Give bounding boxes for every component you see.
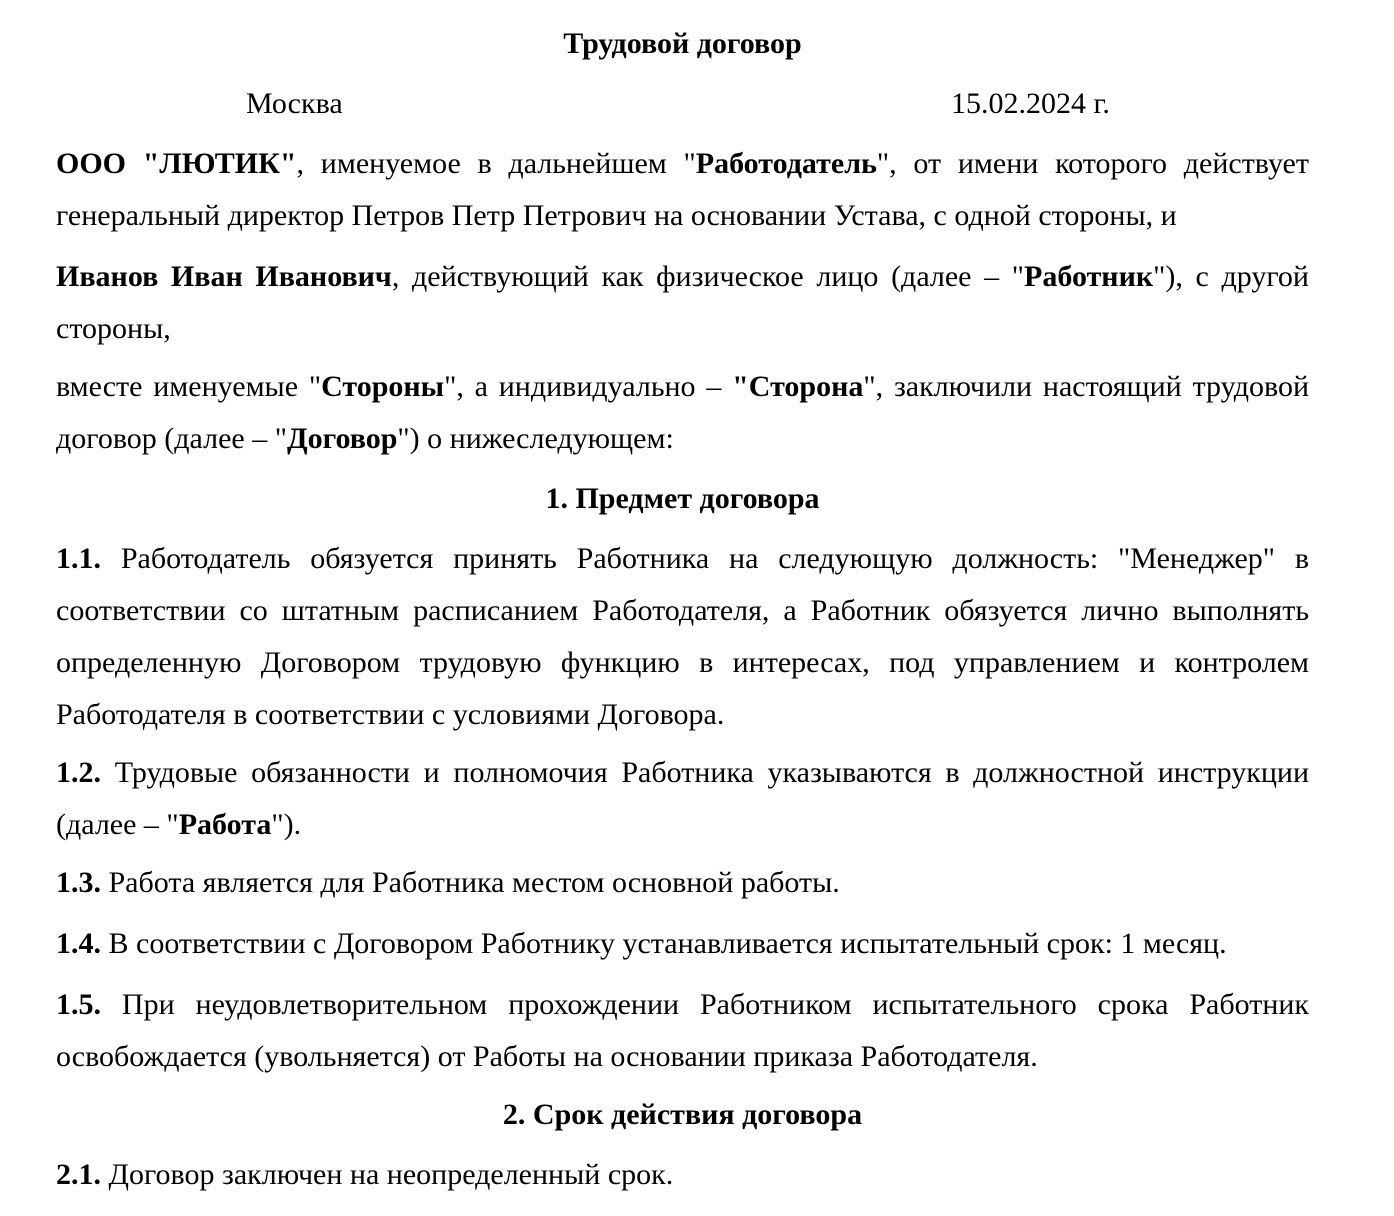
clause-number: 2.1. bbox=[56, 1158, 101, 1191]
clause-text: При неудовлетворительном прохождении Работником испытательного срока Работник освобождается (увольняется) от Работы на основании приказа Работодателя. bbox=[56, 988, 1309, 1073]
document-city: Москва bbox=[246, 87, 343, 120]
clause-text: Договор заключен на неопределенный срок. bbox=[108, 1158, 674, 1191]
clause-1-4 bbox=[56, 918, 1309, 970]
clause-1-5 bbox=[56, 979, 1309, 1083]
intro-employee-paragraph: Иванов Иван Иванович, действующий как физическое лицо (далее – "Работник"), с другой стороны, bbox=[56, 260, 1309, 345]
clause-text: Работа является для Работника местом основной работы. bbox=[108, 866, 840, 899]
clause-text: В соответствии с Договором Работнику устанавливается испытательный срок: 1 месяц. bbox=[108, 927, 1227, 960]
contract-term: Договор bbox=[286, 422, 398, 455]
intro-employer-paragraph: ООО "ЛЮТИК", именуемое в дальнейшем "Работодатель", от имени которого действует генеральный директор Петров Петр Петрович на основании Устава, с одной стороны, и bbox=[56, 147, 1309, 232]
employee-name: Иванов Иван Иванович bbox=[56, 260, 392, 293]
section-heading-term: 2. Срок действия договора bbox=[502, 1098, 863, 1131]
company-name: ООО "ЛЮТИК" bbox=[56, 147, 297, 180]
clause-text: Трудовые обязанности и полномочия Работника указываются в должностной инструкции (далее – " bbox=[56, 756, 1309, 841]
document-date: 15.02.2024 г. bbox=[951, 87, 1110, 120]
employee-term: Работник bbox=[1024, 260, 1154, 293]
employer-term: Работодатель bbox=[695, 147, 877, 180]
clause-number: 1.5. bbox=[56, 988, 101, 1021]
section-heading-subject: 1. Предмет договора bbox=[545, 482, 820, 515]
parties-term: Стороны bbox=[321, 370, 445, 403]
work-term: Работа bbox=[178, 808, 272, 841]
clause-number: 1.3. bbox=[56, 866, 101, 899]
clause-number: 1.4. bbox=[56, 927, 101, 960]
document-title: Трудовой договор bbox=[563, 27, 802, 60]
clause-number: 1.1. bbox=[56, 542, 101, 575]
party-term: "Сторона bbox=[732, 370, 864, 403]
intro-parties-paragraph: вместе именуемые "Стороны", а индивидуально – "Сторона", заключили настоящий трудовой договор (далее – "Договор") о нижеследующем: bbox=[56, 370, 1309, 455]
clause-1-2: 1.2. Трудовые обязанности и полномочия Работника указываются в должностной инструкции (далее – "Работа"). bbox=[56, 756, 1309, 841]
clause-text: Работодатель обязуется принять Работника на следующую должность: "Менеджер" в соответствии со штатным расписанием Работодателя, а Работник обязуется лично выполнять определенную Договором трудовую функцию в интересах, под управлением и контролем Работодателя в соответствии с условиями Договора. bbox=[56, 542, 1310, 731]
clause-1-1 bbox=[56, 533, 1309, 741]
clause-number: 1.2. bbox=[56, 756, 101, 789]
clause-1-3 bbox=[56, 857, 1309, 909]
clause-2-1 bbox=[56, 1149, 1309, 1201]
